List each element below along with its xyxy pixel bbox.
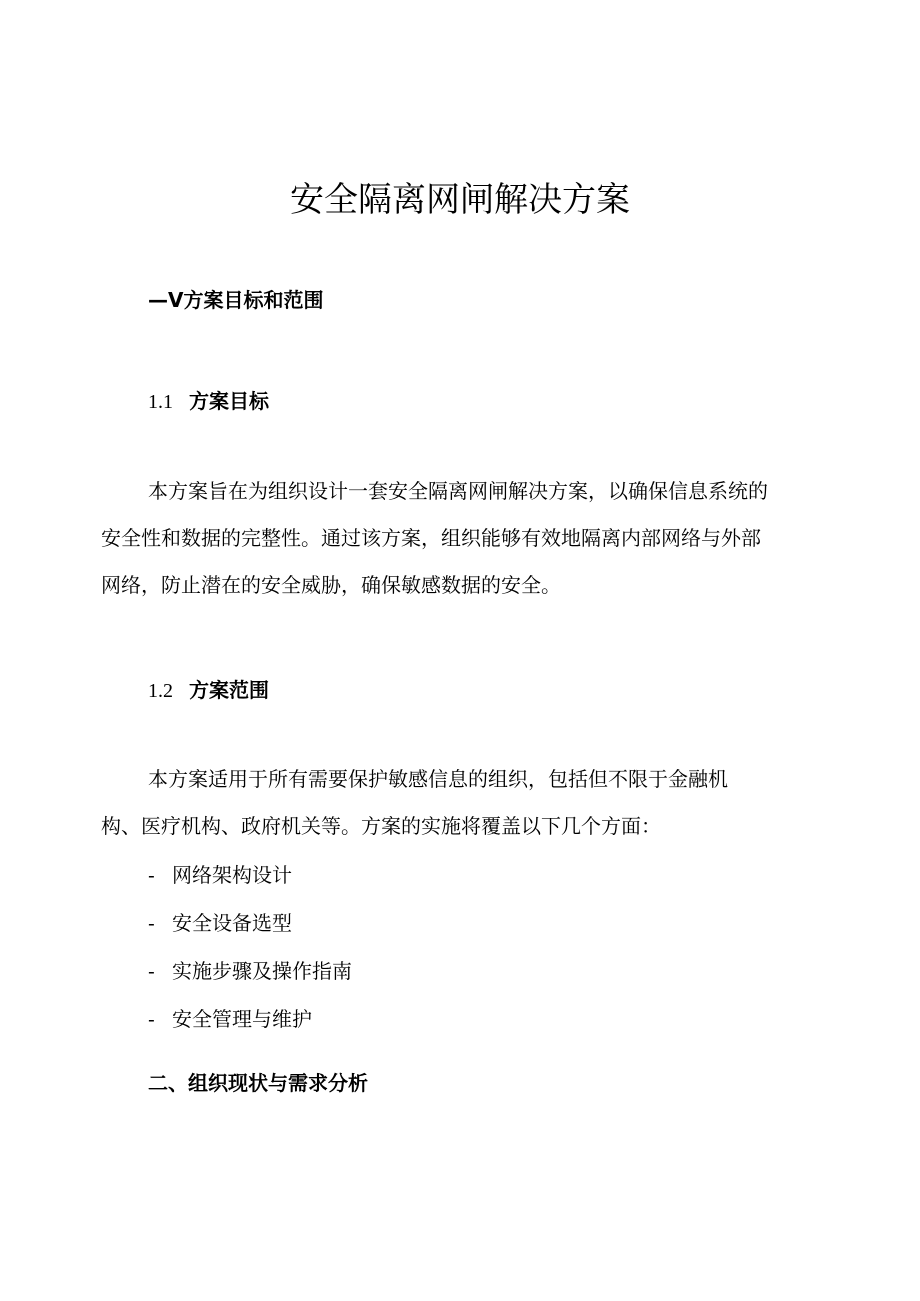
paragraph-line: 网络，防止潜在的安全威胁，确保敏感数据的安全。 [101, 573, 561, 597]
paragraph-line: 构、医疗机构、政府机关等。方案的实施将覆盖以下几个方面： [101, 814, 661, 838]
subsection-1-1-heading [148, 386, 269, 417]
paragraph-goal [101, 468, 821, 609]
section-2-heading: 二、组织现状与需求分析 [148, 1071, 368, 1095]
paragraph-scope [101, 756, 821, 850]
list-dash: - [148, 911, 155, 935]
paragraph-line: 安全性和数据的完整性。通过该方案，组织能够有效地隔离内部网络与外部 [101, 526, 761, 550]
subsection-number: 1.1 [148, 391, 173, 413]
list-item-text: 安全管理与维护 [172, 1007, 312, 1031]
subsection-number: 1.2 [148, 680, 173, 702]
paragraph-line: 本方案适用于所有需要保护敏感信息的组织，包括但不限于金融机 [148, 767, 728, 791]
scope-list [148, 860, 352, 1052]
subsection-title: 方案目标 [189, 389, 269, 413]
list-item-text: 安全设备选型 [172, 911, 292, 935]
subsection-title: 方案范围 [189, 678, 269, 702]
subsection-1-2-heading [148, 675, 269, 706]
list-item [148, 1004, 352, 1052]
list-item-text: 网络架构设计 [172, 863, 292, 887]
list-item [148, 956, 352, 1004]
paragraph-line: 本方案旨在为组织设计一套安全隔离网闸解决方案，以确保信息系统的 [148, 479, 768, 503]
list-dash: - [148, 863, 155, 887]
section-1-heading: —V方案目标和范围 [148, 288, 324, 312]
list-item [148, 908, 352, 956]
list-dash: - [148, 959, 155, 983]
list-item-text: 实施步骤及操作指南 [172, 959, 352, 983]
document-title: 安全隔离网闸解决方案 [290, 180, 630, 220]
list-item [148, 860, 352, 908]
list-dash: - [148, 1007, 155, 1031]
